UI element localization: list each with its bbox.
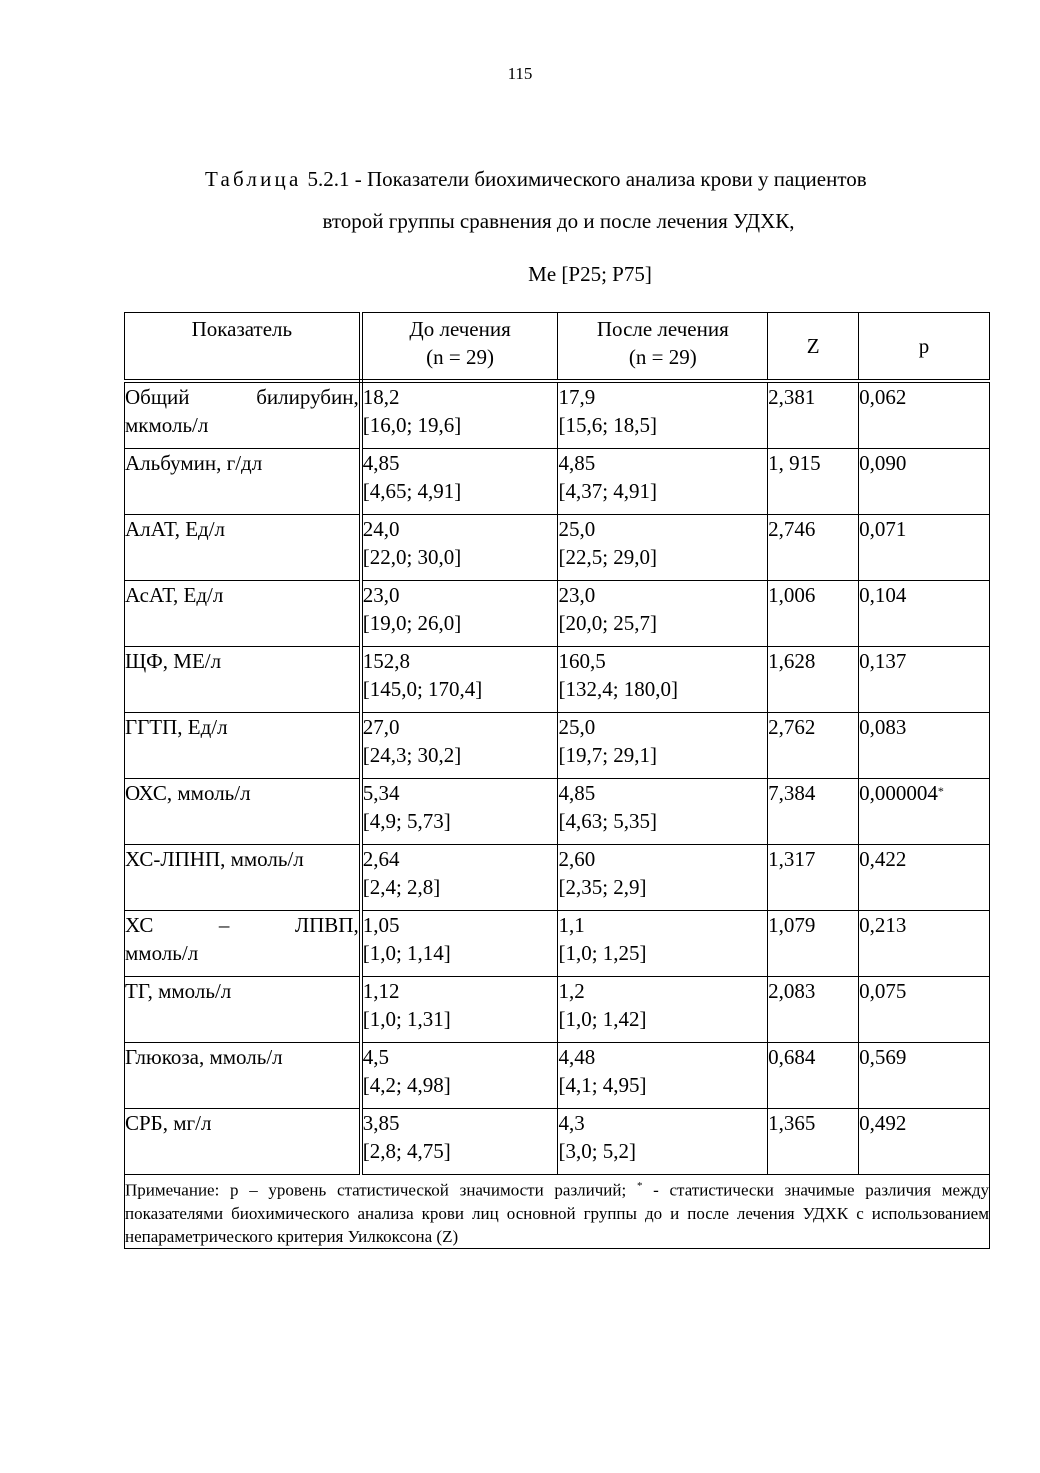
before-median: 5,34: [362, 781, 400, 805]
row-before-value: [361, 581, 558, 647]
row-z-value: 1, 915: [768, 449, 859, 515]
after-median: 25,0: [558, 715, 596, 739]
before-range: [4,65; 4,91]: [362, 479, 462, 503]
row-p-value: 0,000004: [859, 781, 938, 805]
before-range: [19,0; 26,0]: [362, 611, 462, 635]
table-header-row: [125, 313, 990, 382]
after-range: [4,37; 4,91]: [558, 479, 658, 503]
before-range: [16,0; 19,6]: [362, 413, 462, 437]
after-range: [4,63; 5,35]: [558, 809, 658, 833]
row-before-value: [361, 647, 558, 713]
after-median: 4,3: [558, 1111, 585, 1135]
table-row: [125, 977, 990, 1043]
after-median: 4,48: [558, 1045, 596, 1069]
row-indicator-name: ХС-ЛПНП, ммоль/л: [125, 845, 361, 911]
before-median: 24,0: [362, 517, 400, 541]
header-z: Z: [768, 313, 859, 382]
row-p-cell: [859, 581, 990, 647]
row-indicator-name: Глюкоза, ммоль/л: [125, 1043, 361, 1109]
after-range: [20,0; 25,7]: [558, 611, 658, 635]
row-p-value: 0,492: [859, 1111, 907, 1135]
row-p-cell: [859, 977, 990, 1043]
row-z-value: 2,083: [768, 977, 859, 1043]
before-range: [4,2; 4,98]: [362, 1073, 451, 1097]
row-p-cell: [859, 381, 990, 449]
after-median: 4,85: [558, 781, 596, 805]
table-row: [125, 1043, 990, 1109]
table-body: [125, 381, 990, 1175]
row-p-cell: [859, 647, 990, 713]
row-p-cell: [859, 779, 990, 845]
header-indicator: Показатель: [125, 313, 361, 382]
row-after-value: [558, 449, 768, 515]
after-median: 25,0: [558, 517, 596, 541]
row-indicator-name: ОХС, ммоль/л: [125, 779, 361, 845]
table-caption-line-1: [205, 169, 867, 190]
row-after-value: [558, 647, 768, 713]
after-range: [1,0; 1,25]: [558, 941, 647, 965]
row-p-value: 0,062: [859, 385, 907, 409]
before-median: 27,0: [362, 715, 400, 739]
row-z-value: 1,365: [768, 1109, 859, 1175]
after-range: [132,4; 180,0]: [558, 677, 679, 701]
row-p-value: 0,071: [859, 517, 907, 541]
table-caption-label: Таблица: [205, 167, 302, 191]
row-z-value: 2,762: [768, 713, 859, 779]
table-row: [125, 581, 990, 647]
row-after-value: [558, 977, 768, 1043]
row-after-value: [558, 1043, 768, 1109]
before-range: [2,4; 2,8]: [362, 875, 441, 899]
row-after-value: [558, 515, 768, 581]
row-indicator-name: АлАТ, Ед/л: [125, 515, 361, 581]
before-range: [24,3; 30,2]: [362, 743, 462, 767]
page-number: 115: [507, 64, 533, 83]
row-after-value: [558, 845, 768, 911]
row-before-value: [361, 779, 558, 845]
row-z-value: 2,381: [768, 381, 859, 449]
row-before-value: [361, 713, 558, 779]
row-after-value: [558, 1109, 768, 1175]
before-median: 18,2: [362, 385, 400, 409]
before-median: 4,85: [362, 451, 400, 475]
header-p: p: [859, 313, 990, 382]
after-range: [15,6; 18,5]: [558, 413, 658, 437]
row-indicator-name: СРБ, мг/л: [125, 1109, 361, 1175]
before-median: 23,0: [362, 583, 400, 607]
row-indicator-name: ЩФ, МЕ/л: [125, 647, 361, 713]
table-caption-line-2: второй группы сравнения до и после лечения УДХК,: [322, 209, 795, 233]
row-z-value: 1,317: [768, 845, 859, 911]
row-after-value: [558, 713, 768, 779]
after-range: [2,35; 2,9]: [558, 875, 647, 899]
table-row: [125, 1109, 990, 1175]
row-p-cell: [859, 1109, 990, 1175]
before-range: [4,9; 5,73]: [362, 809, 451, 833]
row-z-value: 1,006: [768, 581, 859, 647]
row-p-value: 0,569: [859, 1045, 907, 1069]
after-range: [19,7; 29,1]: [558, 743, 658, 767]
row-p-cell: [859, 449, 990, 515]
after-median: 23,0: [558, 583, 596, 607]
row-before-value: [361, 911, 558, 977]
row-before-value: [361, 515, 558, 581]
row-before-value: [361, 977, 558, 1043]
note-asterisk: *: [636, 1180, 643, 1192]
after-median: 2,60: [558, 847, 596, 871]
row-p-cell: [859, 845, 990, 911]
row-p-cell: [859, 713, 990, 779]
after-range: [4,1; 4,95]: [558, 1073, 647, 1097]
row-after-value: [558, 381, 768, 449]
row-indicator-name: Альбумин, г/дл: [125, 449, 361, 515]
before-range: [145,0; 170,4]: [362, 677, 483, 701]
row-before-value: [361, 1109, 558, 1175]
before-median: 1,05: [362, 913, 400, 937]
row-z-value: 0,684: [768, 1043, 859, 1109]
row-after-value: [558, 911, 768, 977]
row-before-value: [361, 381, 558, 449]
row-p-value: 0,083: [859, 715, 907, 739]
after-median: 4,85: [558, 451, 596, 475]
row-p-value: 0,075: [859, 979, 907, 1003]
row-p-cell: [859, 911, 990, 977]
before-median: 1,12: [362, 979, 400, 1003]
row-indicator-name: ГГТП, Ед/л: [125, 713, 361, 779]
header-after: После лечения (n = 29): [558, 313, 768, 382]
row-p-cell: [859, 1043, 990, 1109]
significance-asterisk: *: [937, 784, 944, 798]
after-median: 160,5: [558, 649, 606, 673]
row-before-value: [361, 1043, 558, 1109]
table-row: [125, 381, 990, 449]
before-range: [1,0; 1,31]: [362, 1007, 451, 1031]
row-z-value: 1,628: [768, 647, 859, 713]
after-range: [1,0; 1,42]: [558, 1007, 647, 1031]
row-p-value: 0,090: [859, 451, 907, 475]
row-z-value: 2,746: [768, 515, 859, 581]
row-indicator-name: Общий билирубин, мкмоль/л: [125, 381, 361, 449]
row-before-value: [361, 449, 558, 515]
table-row: [125, 449, 990, 515]
row-after-value: [558, 779, 768, 845]
before-median: 4,5: [362, 1045, 389, 1069]
table-row: [125, 515, 990, 581]
table-note-row: [125, 1175, 990, 1249]
table-row: [125, 647, 990, 713]
row-p-value: 0,137: [859, 649, 907, 673]
after-range: [3,0; 5,2]: [558, 1139, 637, 1163]
table-row: [125, 911, 990, 977]
row-p-value: 0,422: [859, 847, 907, 871]
row-z-value: 1,079: [768, 911, 859, 977]
row-indicator-name: ХС – ЛПВП, ммоль/л: [125, 911, 361, 977]
after-range: [22,5; 29,0]: [558, 545, 658, 569]
before-range: [1,0; 1,14]: [362, 941, 451, 965]
row-before-value: [361, 845, 558, 911]
row-after-value: [558, 581, 768, 647]
table-caption-line-3: Me [P25; P75]: [528, 262, 652, 286]
table-note: Примечание: p – уровень статистической значимости различий; * - статистически значимые различия между показателями биохимического анализа крови лиц основной группы до и после лечения УДХК с использованием непараметрического критерия Уилкоксона (Z): [125, 1175, 990, 1249]
after-median: 1,2: [558, 979, 585, 1003]
before-median: 152,8: [362, 649, 410, 673]
table-row: [125, 713, 990, 779]
row-z-value: 7,384: [768, 779, 859, 845]
before-median: 2,64: [362, 847, 400, 871]
table-row: [125, 845, 990, 911]
row-indicator-name: АсАТ, Ед/л: [125, 581, 361, 647]
row-p-value: 0,213: [859, 913, 907, 937]
before-median: 3,85: [362, 1111, 400, 1135]
row-p-value: 0,104: [859, 583, 907, 607]
after-median: 1,1: [558, 913, 585, 937]
before-range: [2,8; 4,75]: [362, 1139, 451, 1163]
row-indicator-name: ТГ, ммоль/л: [125, 977, 361, 1043]
before-range: [22,0; 30,0]: [362, 545, 462, 569]
after-median: 17,9: [558, 385, 596, 409]
table-caption-title: 5.2.1 - Показатели биохимического анализа крови у пациентов: [307, 167, 867, 191]
header-before: До лечения (n = 29): [361, 313, 558, 382]
data-table: [124, 312, 990, 1249]
table-row: [125, 779, 990, 845]
row-p-cell: [859, 515, 990, 581]
